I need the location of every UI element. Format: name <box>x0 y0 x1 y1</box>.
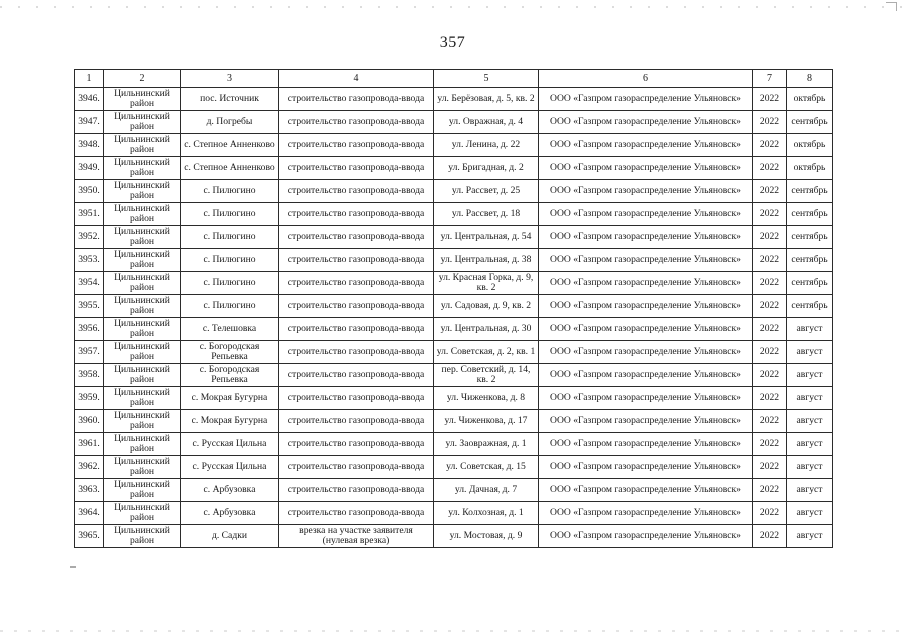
settlement-cell: с. Степное Анненково <box>181 157 279 180</box>
month-cell: сентябрь <box>787 249 833 272</box>
settlement-cell: с. Телешовка <box>181 318 279 341</box>
table-row <box>75 525 833 548</box>
row-number-cell: 3947. <box>75 111 104 134</box>
organization-cell: ООО «Газпром газораспределение Ульяновск» <box>539 410 753 433</box>
settlement-cell: д. Садки <box>181 525 279 548</box>
district-cell: Цильнинский район <box>104 88 181 111</box>
year-cell: 2022 <box>753 479 787 502</box>
year-cell: 2022 <box>753 111 787 134</box>
row-number-cell: 3952. <box>75 226 104 249</box>
year-cell: 2022 <box>753 341 787 364</box>
work-type-cell: строительство газопровода-ввода <box>279 433 434 456</box>
work-type-cell: строительство газопровода-ввода <box>279 203 434 226</box>
organization-cell: ООО «Газпром газораспределение Ульяновск» <box>539 226 753 249</box>
address-cell: ул. Чиженкова, д. 17 <box>434 410 539 433</box>
address-cell: ул. Овражная, д. 4 <box>434 111 539 134</box>
address-cell: ул. Бригадная, д. 2 <box>434 157 539 180</box>
page-number: 357 <box>439 34 466 51</box>
row-number-cell: 3955. <box>75 295 104 318</box>
column-header: 4 <box>279 70 434 88</box>
year-cell: 2022 <box>753 157 787 180</box>
organization-cell: ООО «Газпром газораспределение Ульяновск» <box>539 111 753 134</box>
settlement-cell: с. Арбузовка <box>181 502 279 525</box>
year-cell: 2022 <box>753 410 787 433</box>
organization-cell: ООО «Газпром газораспределение Ульяновск» <box>539 456 753 479</box>
settlement-cell: с. Русская Цильна <box>181 456 279 479</box>
row-number-cell: 3959. <box>75 387 104 410</box>
organization-cell: ООО «Газпром газораспределение Ульяновск» <box>539 134 753 157</box>
organization-cell: ООО «Газпром газораспределение Ульяновск» <box>539 479 753 502</box>
year-cell: 2022 <box>753 433 787 456</box>
year-cell: 2022 <box>753 272 787 295</box>
table-row <box>75 157 833 180</box>
address-cell: ул. Центральная, д. 54 <box>434 226 539 249</box>
organization-cell: ООО «Газпром газораспределение Ульяновск» <box>539 341 753 364</box>
month-cell: август <box>787 433 833 456</box>
month-cell: август <box>787 479 833 502</box>
settlement-cell: с. Арбузовка <box>181 479 279 502</box>
district-cell: Цильнинский район <box>104 387 181 410</box>
table-row <box>75 295 833 318</box>
table-row <box>75 180 833 203</box>
table-row <box>75 387 833 410</box>
table-row <box>75 341 833 364</box>
row-number-cell: 3963. <box>75 479 104 502</box>
year-cell: 2022 <box>753 364 787 387</box>
year-cell: 2022 <box>753 249 787 272</box>
year-cell: 2022 <box>753 387 787 410</box>
table-row <box>75 226 833 249</box>
district-cell: Цильнинский район <box>104 525 181 548</box>
work-type-cell: строительство газопровода-ввода <box>279 180 434 203</box>
table-row <box>75 318 833 341</box>
district-cell: Цильнинский район <box>104 249 181 272</box>
district-cell: Цильнинский район <box>104 341 181 364</box>
address-cell: ул. Советская, д. 2, кв. 1 <box>434 341 539 364</box>
district-cell: Цильнинский район <box>104 226 181 249</box>
address-cell: ул. Мостовая, д. 9 <box>434 525 539 548</box>
settlement-cell: с. Пилюгино <box>181 180 279 203</box>
scan-artifact-mark <box>70 566 76 568</box>
year-cell: 2022 <box>753 318 787 341</box>
table-header-row <box>75 70 833 88</box>
work-type-cell: строительство газопровода-ввода <box>279 479 434 502</box>
table-row <box>75 272 833 295</box>
month-cell: октябрь <box>787 134 833 157</box>
address-cell: ул. Красная Горка, д. 9, кв. 2 <box>434 272 539 295</box>
month-cell: сентябрь <box>787 295 833 318</box>
district-cell: Цильнинский район <box>104 295 181 318</box>
table-row <box>75 410 833 433</box>
organization-cell: ООО «Газпром газораспределение Ульяновск» <box>539 502 753 525</box>
year-cell: 2022 <box>753 88 787 111</box>
organization-cell: ООО «Газпром газораспределение Ульяновск» <box>539 203 753 226</box>
organization-cell: ООО «Газпром газораспределение Ульяновск» <box>539 180 753 203</box>
address-cell: ул. Рассвет, д. 18 <box>434 203 539 226</box>
table-row <box>75 203 833 226</box>
row-number-cell: 3961. <box>75 433 104 456</box>
row-number-cell: 3962. <box>75 456 104 479</box>
organization-cell: ООО «Газпром газораспределение Ульяновск» <box>539 387 753 410</box>
district-cell: Цильнинский район <box>104 410 181 433</box>
district-cell: Цильнинский район <box>104 203 181 226</box>
organization-cell: ООО «Газпром газораспределение Ульяновск» <box>539 525 753 548</box>
year-cell: 2022 <box>753 203 787 226</box>
month-cell: октябрь <box>787 157 833 180</box>
work-type-cell: строительство газопровода-ввода <box>279 364 434 387</box>
district-cell: Цильнинский район <box>104 364 181 387</box>
district-cell: Цильнинский район <box>104 272 181 295</box>
settlement-cell: с. Степное Анненково <box>181 134 279 157</box>
month-cell: август <box>787 318 833 341</box>
work-type-cell: строительство газопровода-ввода <box>279 226 434 249</box>
work-type-cell: строительство газопровода-ввода <box>279 157 434 180</box>
address-cell: ул. Ленина, д. 22 <box>434 134 539 157</box>
organization-cell: ООО «Газпром газораспределение Ульяновск» <box>539 364 753 387</box>
work-type-cell: строительство газопровода-ввода <box>279 387 434 410</box>
address-cell: ул. Центральная, д. 30 <box>434 318 539 341</box>
district-cell: Цильнинский район <box>104 456 181 479</box>
column-header: 6 <box>539 70 753 88</box>
column-header: 8 <box>787 70 833 88</box>
month-cell: август <box>787 364 833 387</box>
work-type-cell: строительство газопровода-ввода <box>279 456 434 479</box>
month-cell: август <box>787 525 833 548</box>
settlement-cell: с. Пилюгино <box>181 203 279 226</box>
scan-artifact-bottom <box>0 630 905 632</box>
year-cell: 2022 <box>753 525 787 548</box>
row-number-cell: 3946. <box>75 88 104 111</box>
address-cell: ул. Рассвет, д. 25 <box>434 180 539 203</box>
address-cell: ул. Дачная, д. 7 <box>434 479 539 502</box>
work-type-cell: строительство газопровода-ввода <box>279 341 434 364</box>
table-row <box>75 502 833 525</box>
work-type-cell: строительство газопровода-ввода <box>279 272 434 295</box>
settlement-cell: с. Богородская Репьевка <box>181 341 279 364</box>
district-cell: Цильнинский район <box>104 111 181 134</box>
year-cell: 2022 <box>753 226 787 249</box>
settlement-cell: с. Русская Цильна <box>181 433 279 456</box>
month-cell: август <box>787 456 833 479</box>
registry-table <box>74 69 833 548</box>
row-number-cell: 3964. <box>75 502 104 525</box>
address-cell: ул. Центральная, д. 38 <box>434 249 539 272</box>
address-cell: ул. Советская, д. 15 <box>434 456 539 479</box>
row-number-cell: 3954. <box>75 272 104 295</box>
address-cell: ул. Чиженкова, д. 8 <box>434 387 539 410</box>
settlement-cell: с. Богородская Репьевка <box>181 364 279 387</box>
table-row <box>75 134 833 157</box>
organization-cell: ООО «Газпром газораспределение Ульяновск» <box>539 88 753 111</box>
settlement-cell: с. Пилюгино <box>181 249 279 272</box>
district-cell: Цильнинский район <box>104 180 181 203</box>
address-cell: ул. Колхозная, д. 1 <box>434 502 539 525</box>
organization-cell: ООО «Газпром газораспределение Ульяновск» <box>539 272 753 295</box>
organization-cell: ООО «Газпром газораспределение Ульяновск» <box>539 318 753 341</box>
year-cell: 2022 <box>753 134 787 157</box>
settlement-cell: д. Погребы <box>181 111 279 134</box>
month-cell: август <box>787 502 833 525</box>
row-number-cell: 3960. <box>75 410 104 433</box>
settlement-cell: с. Пилюгино <box>181 226 279 249</box>
table-row <box>75 364 833 387</box>
table-row <box>75 456 833 479</box>
address-cell: пер. Советский, д. 14, кв. 2 <box>434 364 539 387</box>
month-cell: сентябрь <box>787 226 833 249</box>
year-cell: 2022 <box>753 180 787 203</box>
settlement-cell: с. Мокрая Бугурна <box>181 387 279 410</box>
work-type-cell: строительство газопровода-ввода <box>279 502 434 525</box>
row-number-cell: 3953. <box>75 249 104 272</box>
year-cell: 2022 <box>753 456 787 479</box>
table-row <box>75 111 833 134</box>
month-cell: сентябрь <box>787 203 833 226</box>
district-cell: Цильнинский район <box>104 479 181 502</box>
work-type-cell: строительство газопровода-ввода <box>279 249 434 272</box>
month-cell: август <box>787 341 833 364</box>
work-type-cell: строительство газопровода-ввода <box>279 111 434 134</box>
district-cell: Цильнинский район <box>104 318 181 341</box>
month-cell: сентябрь <box>787 111 833 134</box>
column-header: 7 <box>753 70 787 88</box>
row-number-cell: 3965. <box>75 525 104 548</box>
address-cell: ул. Заовражная, д. 1 <box>434 433 539 456</box>
scan-corner-mark <box>886 2 897 11</box>
column-header: 2 <box>104 70 181 88</box>
settlement-cell: пос. Источник <box>181 88 279 111</box>
table-body <box>75 70 833 548</box>
month-cell: сентябрь <box>787 272 833 295</box>
district-cell: Цильнинский район <box>104 502 181 525</box>
month-cell: сентябрь <box>787 180 833 203</box>
row-number-cell: 3956. <box>75 318 104 341</box>
work-type-cell: строительство газопровода-ввода <box>279 88 434 111</box>
organization-cell: ООО «Газпром газораспределение Ульяновск» <box>539 157 753 180</box>
year-cell: 2022 <box>753 502 787 525</box>
month-cell: август <box>787 387 833 410</box>
work-type-cell: строительство газопровода-ввода <box>279 410 434 433</box>
work-type-cell: строительство газопровода-ввода <box>279 134 434 157</box>
table-row <box>75 479 833 502</box>
district-cell: Цильнинский район <box>104 433 181 456</box>
organization-cell: ООО «Газпром газораспределение Ульяновск» <box>539 295 753 318</box>
row-number-cell: 3949. <box>75 157 104 180</box>
table-row <box>75 88 833 111</box>
row-number-cell: 3950. <box>75 180 104 203</box>
column-header: 1 <box>75 70 104 88</box>
address-cell: ул. Берёзовая, д. 5, кв. 2 <box>434 88 539 111</box>
district-cell: Цильнинский район <box>104 134 181 157</box>
address-cell: ул. Садовая, д. 9, кв. 2 <box>434 295 539 318</box>
settlement-cell: с. Мокрая Бугурна <box>181 410 279 433</box>
column-header: 3 <box>181 70 279 88</box>
scan-artifact-top <box>0 6 905 8</box>
column-header: 5 <box>434 70 539 88</box>
organization-cell: ООО «Газпром газораспределение Ульяновск» <box>539 249 753 272</box>
year-cell: 2022 <box>753 295 787 318</box>
table-row <box>75 249 833 272</box>
organization-cell: ООО «Газпром газораспределение Ульяновск» <box>539 433 753 456</box>
row-number-cell: 3957. <box>75 341 104 364</box>
month-cell: октябрь <box>787 88 833 111</box>
row-number-cell: 3951. <box>75 203 104 226</box>
table-row <box>75 433 833 456</box>
settlement-cell: с. Пилюгино <box>181 295 279 318</box>
work-type-cell: строительство газопровода-ввода <box>279 295 434 318</box>
work-type-cell: врезка на участке заявителя (нулевая врезка) <box>279 525 434 548</box>
row-number-cell: 3958. <box>75 364 104 387</box>
month-cell: август <box>787 410 833 433</box>
row-number-cell: 3948. <box>75 134 104 157</box>
work-type-cell: строительство газопровода-ввода <box>279 318 434 341</box>
district-cell: Цильнинский район <box>104 157 181 180</box>
settlement-cell: с. Пилюгино <box>181 272 279 295</box>
